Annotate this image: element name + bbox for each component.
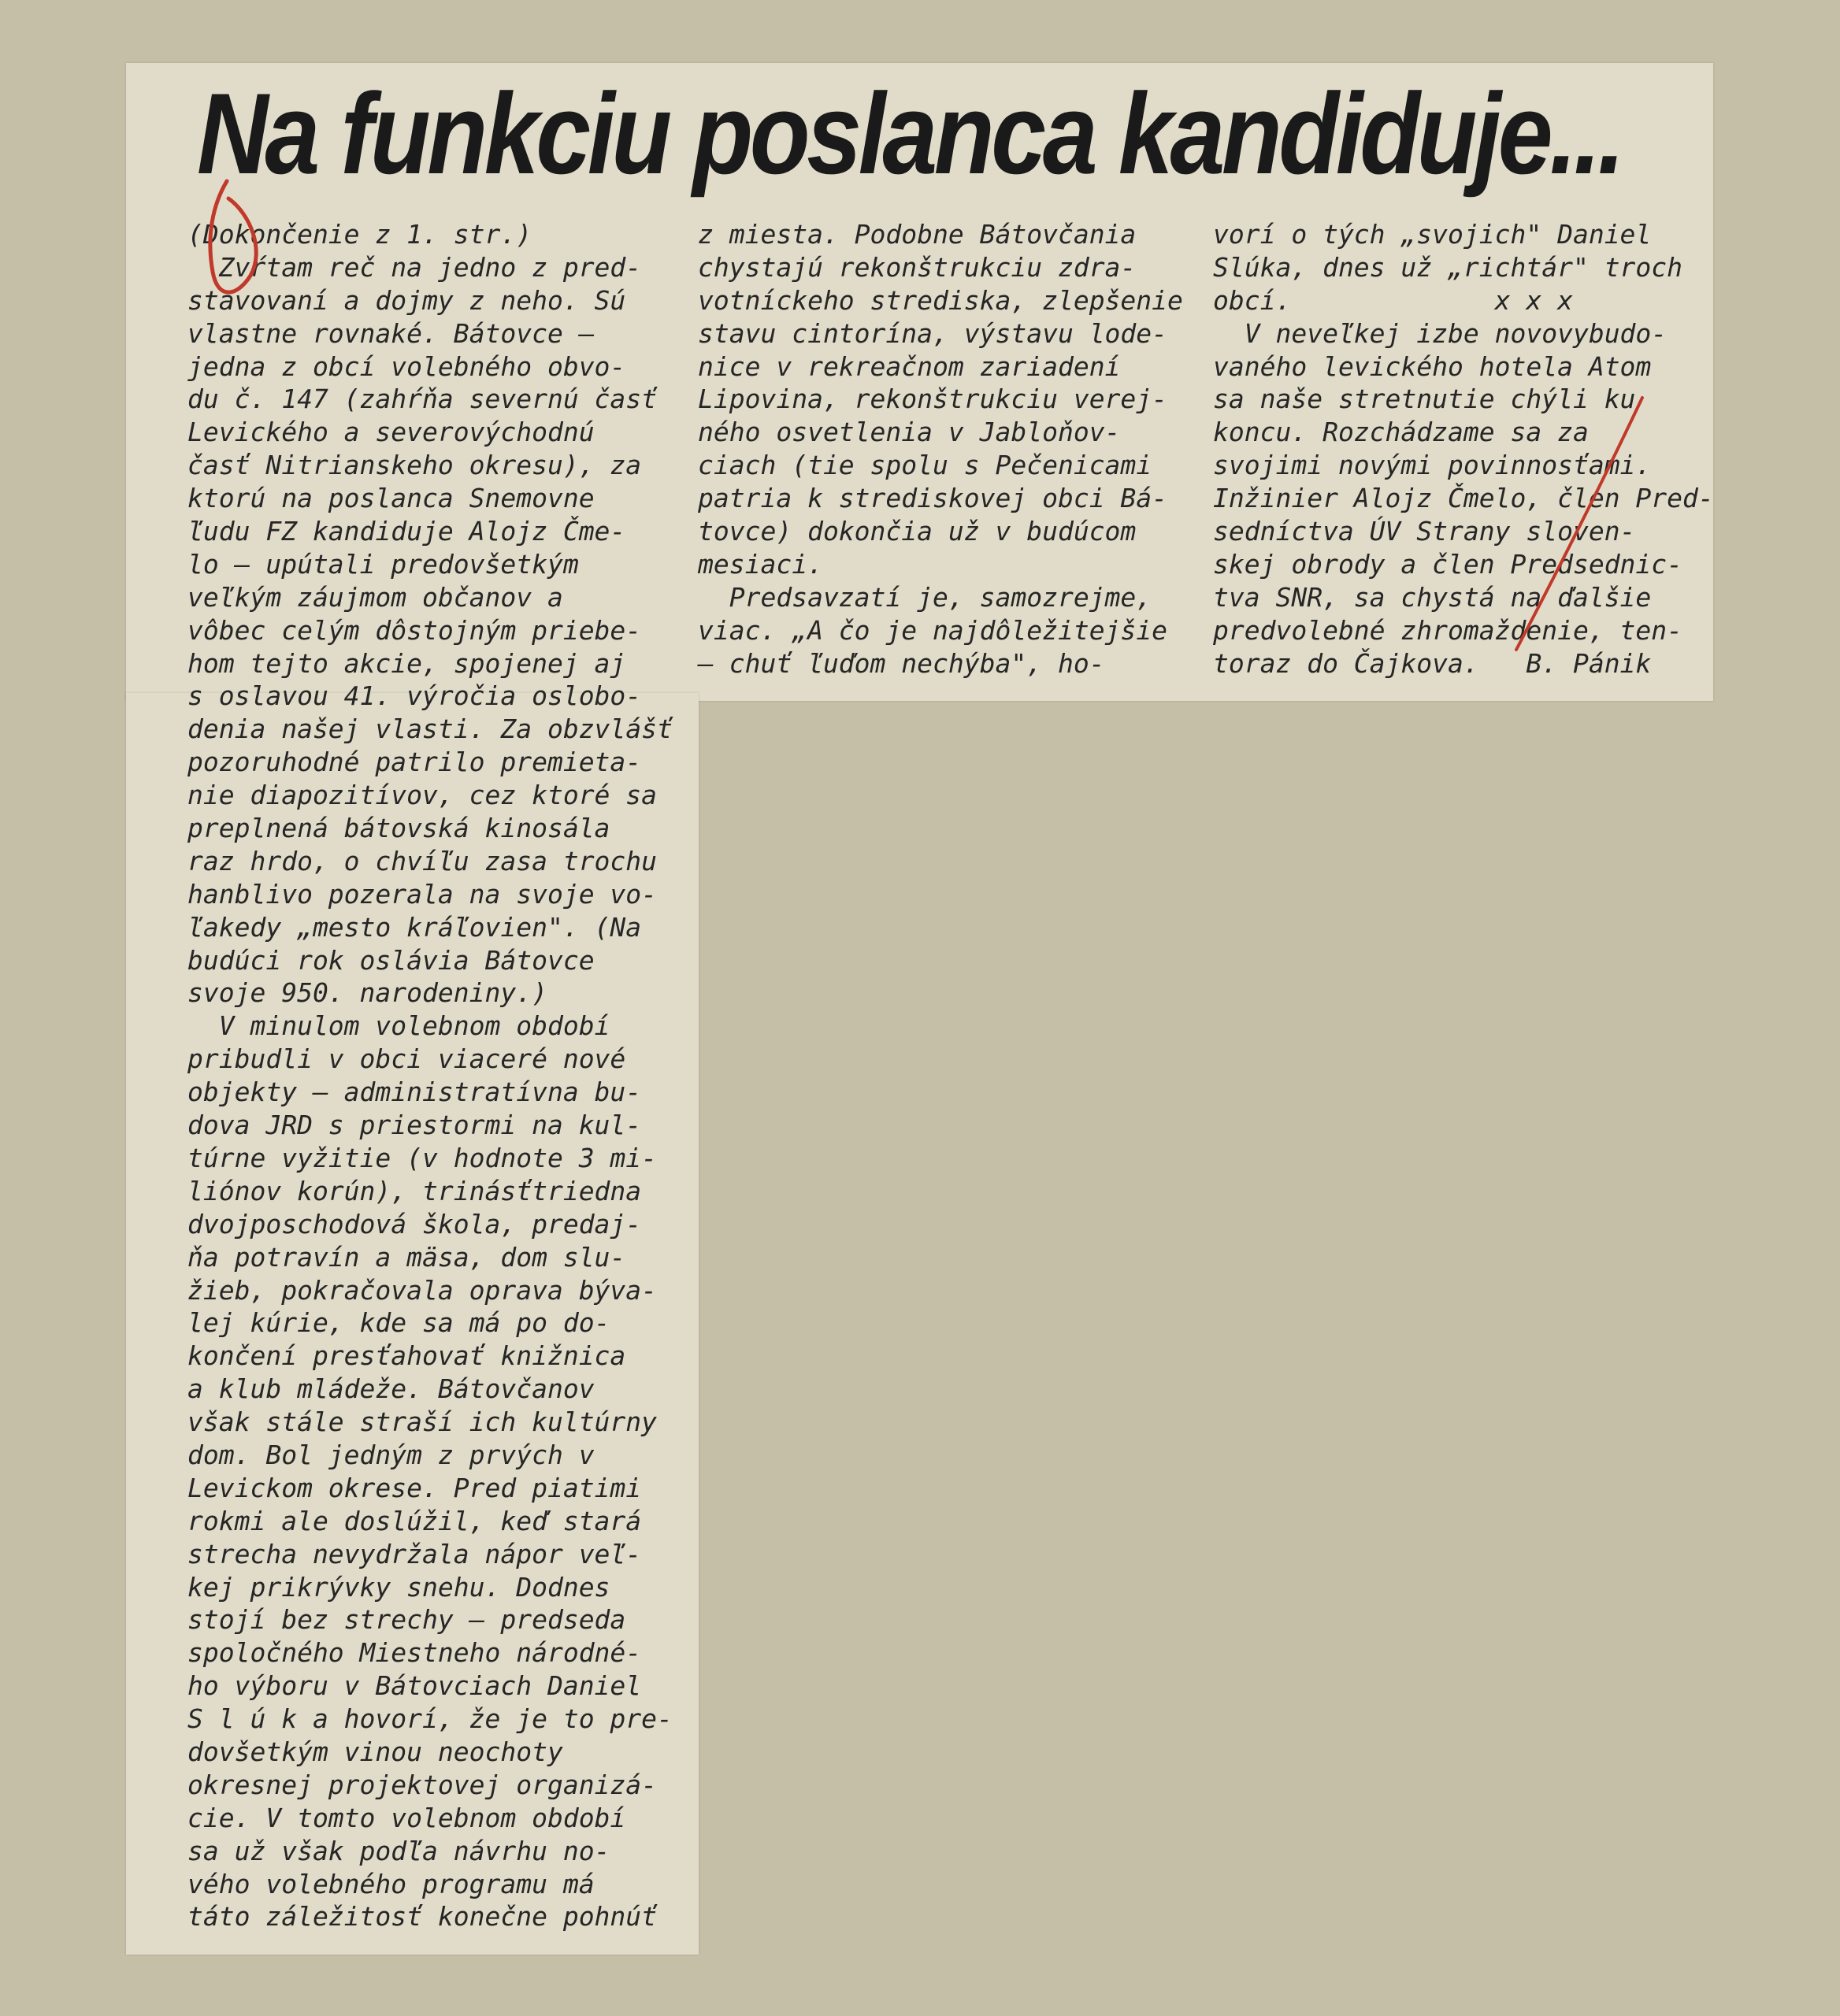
text-line: končení presťahovať knižnica: [187, 1340, 626, 1372]
text-line: hanblivo pozerala na svoje vo-: [187, 878, 658, 910]
text-line: lej kúrie, kde sa má po do-: [187, 1307, 610, 1339]
text-line: raz hrdo, o chvíľu zasa trochu: [187, 845, 658, 876]
text-line: dom. Bol jedným z prvých v: [187, 1439, 595, 1470]
text-line: S l ú k a hovorí, že je to pre-: [187, 1703, 673, 1735]
text-line: nie diapozitívov, cez ktoré sa: [187, 780, 658, 811]
text-line: kej prikrývky snehu. Dodnes: [187, 1571, 610, 1603]
text-line: (Dokončenie z 1. str.): [187, 219, 532, 250]
text-line: cie. V tomto volebnom období: [187, 1802, 626, 1833]
text-line: tva SNR, sa chystá na ďalšie: [1213, 581, 1652, 613]
text-line: sa už však podľa návrhu no-: [187, 1835, 610, 1866]
text-line: skej obrody a člen Predsednic-: [1213, 548, 1683, 580]
text-line: hom tejto akcie, spojenej aj: [187, 647, 626, 679]
text-line: tovce) dokončia už v budúcom: [698, 516, 1137, 547]
text-line: dvojposchodová škola, predaj-: [187, 1208, 642, 1240]
text-line: svojimi novými povinnosťami.: [1213, 450, 1652, 481]
text-line: votníckeho strediska, zlepšenie: [698, 284, 1183, 316]
text-line: obcí. x x x: [1213, 284, 1573, 316]
article-column-3: [1213, 218, 1714, 680]
text-line: liónov korún), trinásťtriedna: [187, 1175, 642, 1206]
text-line: stavovaní a dojmy z neho. Sú: [187, 284, 626, 316]
text-line: ktorú na poslanca Snemovne: [187, 483, 595, 514]
text-line: Slúka, dnes už „richtár" troch: [1213, 251, 1683, 283]
text-line: dovšetkým vinou neochoty: [187, 1736, 563, 1767]
text-line: veľkým záujmom občanov a: [187, 581, 563, 613]
text-line: V minulom volebnom období: [187, 1010, 610, 1042]
text-line: ňa potravín a mäsa, dom slu-: [187, 1241, 626, 1273]
text-line: ľudu FZ kandiduje Alojz Čme-: [187, 516, 626, 547]
text-line: vaného levického hotela Atom: [1213, 350, 1652, 382]
text-line: stojí bez strechy — predseda: [187, 1604, 626, 1636]
text-line: koncu. Rozchádzame sa za: [1213, 417, 1589, 448]
text-line: viac. „A čo je najdôležitejšie: [698, 614, 1168, 646]
text-line: du č. 147 (zahŕňa severnú časť: [187, 384, 658, 415]
text-line: dova JRD s priestormi na kul-: [187, 1110, 642, 1141]
text-line: predvolebné zhromaždenie, ten-: [1213, 614, 1683, 646]
text-line: táto záležitosť konečne pohnúť: [187, 1901, 658, 1933]
text-line: — chuť ľuďom nechýba", ho-: [698, 647, 1105, 679]
text-line: Lipovina, rekonštrukciu verej-: [698, 384, 1168, 415]
text-line: ciach (tie spolu s Pečenicami: [698, 450, 1152, 481]
text-line: pribudli v obci viaceré nové: [187, 1043, 626, 1075]
text-line: vého volebného programu má: [187, 1868, 595, 1899]
text-line: patria k strediskovej obci Bá-: [698, 483, 1168, 514]
text-line: sa naše stretnutie chýli ku: [1213, 384, 1636, 415]
text-line: chystajú rekonštrukciu zdra-: [698, 251, 1137, 283]
text-line: túrne vyžitie (v hodnote 3 mi-: [187, 1142, 658, 1173]
text-line: a klub mládeže. Bátovčanov: [187, 1373, 595, 1405]
text-line: budúci rok oslávia Bátovce: [187, 944, 595, 976]
text-line: nice v rekreačnom zariadení: [698, 350, 1121, 382]
text-line: ľakedy „mesto kráľovien". (Na: [187, 911, 642, 943]
text-line: strecha nevydržala nápor veľ-: [187, 1538, 642, 1569]
text-line: svoje 950. narodeniny.): [187, 977, 547, 1009]
text-line: vôbec celým dôstojným priebe-: [187, 614, 642, 646]
text-line: žieb, pokračovala oprava býva-: [187, 1274, 658, 1306]
text-line: Levickom okrese. Pred piatimi: [187, 1472, 642, 1503]
text-line: z miesta. Podobne Bátovčania: [698, 219, 1137, 250]
text-line: objekty — administratívna bu-: [187, 1077, 642, 1108]
text-line: časť Nitrianskeho okresu), za: [187, 450, 642, 481]
text-line: okresnej projektovej organizá-: [187, 1769, 658, 1800]
text-line: vlastne rovnaké. Bátovce —: [187, 317, 595, 349]
text-line: preplnená bátovská kinosála: [187, 813, 610, 844]
article-headline: Na funkciu poslanca kandiduje...: [197, 69, 1623, 198]
text-line: denia našej vlasti. Za obzvlášť: [187, 713, 673, 745]
article-column-1: [187, 218, 673, 1933]
text-line: Inžinier Alojz Čmelo, člen Pred-: [1213, 483, 1714, 514]
text-line: ného osvetlenia v Jabloňov-: [698, 417, 1121, 448]
text-line: Predsavzatí je, samozrejme,: [698, 581, 1152, 613]
text-line: mesiaci.: [698, 548, 823, 580]
text-line: jedna z obcí volebného obvo-: [187, 350, 626, 382]
text-line: spoločného Miestneho národné-: [187, 1637, 642, 1669]
text-line: stavu cintorína, výstavu lode-: [698, 317, 1168, 349]
text-line: lo — upútali predovšetkým: [187, 548, 579, 580]
text-line: ho výboru v Bátovciach Daniel: [187, 1670, 642, 1702]
text-line: toraz do Čajkova. B. Pánik: [1213, 647, 1652, 679]
text-line: V neveľkej izbe novovybudo-: [1213, 317, 1668, 349]
text-line: Zvŕtam reč na jedno z pred-: [187, 251, 642, 283]
article-column-2: [698, 218, 1183, 680]
text-line: sedníctva ÚV Strany sloven-: [1213, 516, 1636, 547]
text-line: pozoruhodné patrilo premieta-: [187, 747, 642, 778]
text-line: Levického a severovýchodnú: [187, 417, 595, 448]
text-line: rokmi ale doslúžil, keď stará: [187, 1505, 642, 1536]
text-line: s oslavou 41. výročia oslobo-: [187, 680, 642, 712]
text-line: vorí o tých „svojich" Daniel: [1213, 219, 1652, 250]
text-line: však stále straší ich kultúrny: [187, 1406, 658, 1438]
